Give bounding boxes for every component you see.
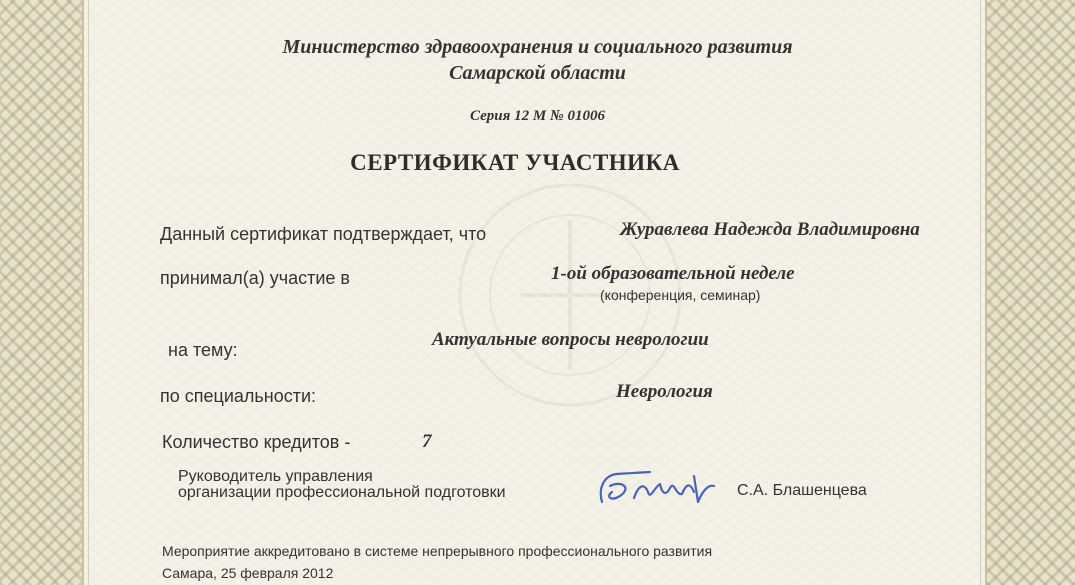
series-number: Серия 12 М № 01006 [470,108,605,124]
participated-label: принимал(а) участие в [160,268,350,288]
signatory-position-line-2: организации профессиональной подготовки [178,484,506,501]
credits-label: Количество кредитов - [162,432,351,452]
border-rule-right [980,0,981,585]
signatory-name: С.А. Блашенцева [737,482,867,499]
ornamental-border-left [0,0,84,585]
specialty-label: по специальности: [160,386,317,406]
credits-value: 7 [422,431,432,452]
ministry-line-1: Министерство здравоохранения и социального развития [282,36,793,58]
event-type-hint: (конференция, семинар) [600,287,761,303]
border-rule-left [88,0,89,585]
accreditation-note: Мероприятие аккредитовано в системе непрерывного профессионального развития [162,543,713,559]
specialty-value: Неврология [616,381,713,402]
participant-name: Журавлева Надежда Владимировна [620,219,920,240]
confirms-label: Данный сертификат подтверждает, что [160,224,487,244]
place-date: Самара, 25 февраля 2012 [162,565,334,581]
signatory-position-line-1: Руководитель управления [178,468,373,485]
topic-label: на тему: [168,340,238,360]
handwritten-signature [590,462,725,512]
ministry-line-2: Самарской области [449,62,626,84]
topic-value: Актуальные вопросы неврологии [432,329,709,350]
certificate-title: СЕРТИФИКАТ УЧАСТНИКА [350,150,680,175]
ornamental-border-right [985,0,1075,585]
event-name: 1-ой образовательной неделе [551,263,795,284]
